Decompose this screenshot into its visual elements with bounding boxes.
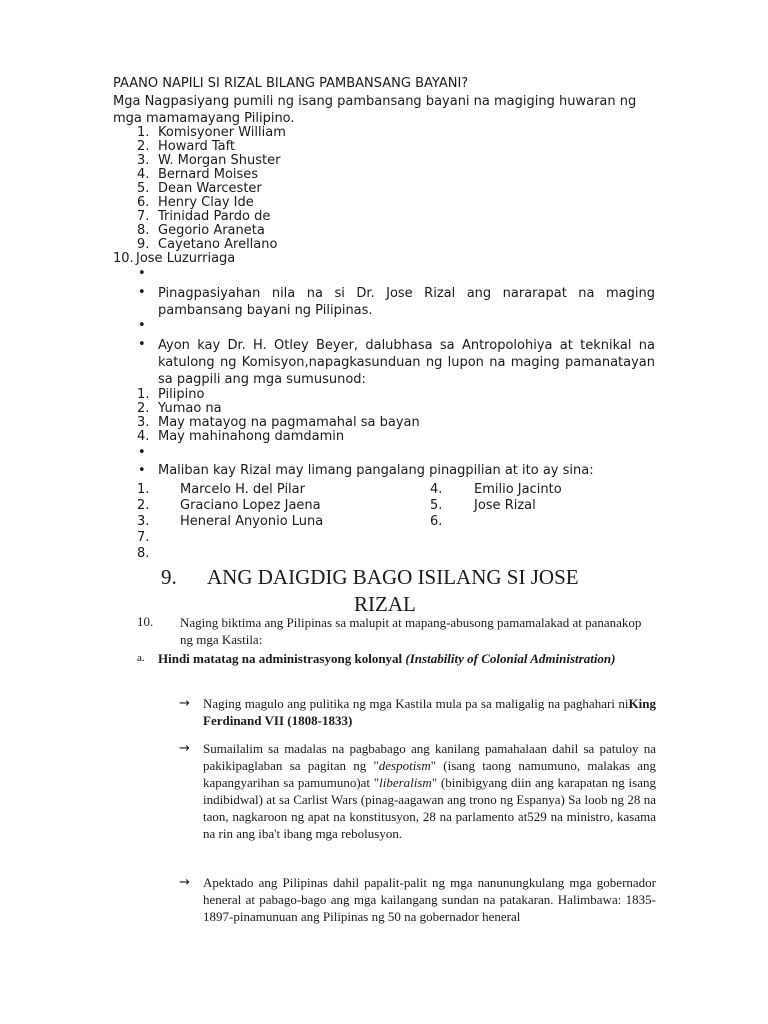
candidates-intro: Maliban kay Rizal may limang pangalang pinagpilian at ito ay sina: bbox=[158, 463, 594, 478]
sub-label: a. bbox=[137, 652, 145, 664]
item-number: 10. bbox=[137, 614, 154, 629]
bullet-marker: • bbox=[138, 463, 146, 478]
section-heading: ANG DAIGDIG BAGO ISILANG SI JOSE bbox=[207, 565, 579, 589]
decision-paragraph: Pinagpasiyahan nila na si Dr. Jose Rizal ang nararapat na maging pambansang bayani ng Pilipinas. bbox=[158, 286, 655, 318]
bullet-marker: • bbox=[138, 266, 146, 281]
beyer-paragraph: Ayon kay Dr. H. Otley Beyer, dalubhasa sa Antropolohiya at teknikal na katulong ng Komisyon,napagkasunduan ng lupon na maging pamanatayan sa pagpili ang mga sumusunod: bbox=[158, 338, 655, 387]
section-heading-cont: RIZAL bbox=[354, 592, 416, 616]
arrow-paragraph: Apektado ang Pilipinas dahil papalit-palit ng mga nanunungkulang mga gobernador heneral at pabago-bago ang mga kailangang sundan na patakaran. Halimbawa: 1835-1897-pinamunuan ang Pilipinas ng 50 na gobernador heneral bbox=[203, 875, 656, 924]
arrow-icon: → bbox=[179, 696, 190, 711]
bullet-marker: • bbox=[138, 285, 146, 300]
document-page: PAANO NAPILI SI RIZAL BILANG PAMBANSANG BAYANI? Mga Nagpasiyang pumili ng isang pambansang bayani na magiging huwaran ng mga mamamayang Pilipino. 1. Komisyoner William 2. Howard Taft 3. W. Morgan Shuster 4. Bernard Moises 5. Dean Warcester 6. Henry Clay Ide 7. Trinidad Pardo de 8. Gegorio Araneta 9. Cayetano Arellano 10. Jose Luzurriaga • • Pinagpasiyahan nila na si Dr. Jose Rizal ang nararapat na maging pambansang bayani ng Pilipinas. • • Ayon kay Dr. H. Otley Beyer, dalubhasa sa Antropolohiya at teknikal na katulong ng Komisyon,napagkasunduan ng lupon na maging pamanatayan sa pagpili ang mga sumusunod: 1. Pilipino 2. Yumao na 3. May matayog na pagmamahal sa bayan 4. May mahinahong damdamin • • Maliban kay Rizal may limang pangalang pinagpilian at ito ay sina: 1. Marcelo H. del Pilar 2. Graciano Lopez Jaena 3. Heneral Anyonio Luna 7. 8. 4. Emilio Jacinto 5. Jose Rizal 6. 9. ANG DAIGDIG BAGO ISILANG SI JOSE RIZAL 10. Naging biktima ang Pilipinas sa malupit at mapang-abusong pamamalakad at pananakop ng mga Kastila: a. Hindi matatag na administrasyong kolonyal (Instability of Colonial Administration) → Naging magulo ang pulitika ng mga Kastila mula pa sa maligalig na paghahari niKing Ferdinand VII (1808-1833) → Sumailalim sa madalas na pagbabago ang kanilang pamahalaan dahil sa patuloy na pakikipaglaban sa pagitan ng "despotism" (isang taong namumuno, malakas ang kapangyarihan sa pamumuno)at "liberalism" (binibigyang diin ang karapatan ng isang indibidwal) at sa Carlist Wars (pinag-aagawan ang trono ng Espanya) Sa loob ng 28 na taon, nagkaroon ng apat na konstitusyon, 28 na parlamento at529 na ministro, kasama na rin ang iba't ibang mga rebolusyon. → Apektado ang Pilipinas dahil papalit-palit ng mga nanunungkulang mga gobernador heneral at pabago-bago ang mga kailangang sundan na patakaran. Halimbawa: 1835-1897-pinamunuan ang Pilipinas ng 50 na gobernador heneral bbox=[113, 76, 656, 924]
arrow-paragraph: Naging magulo ang pulitika ng mga Kastila mula pa sa maligalig na paghahari niKing Ferdinand VII (1808-1833) bbox=[203, 696, 656, 728]
bullet-marker: • bbox=[138, 445, 146, 460]
sub-heading: Hindi matatag na administrasyong kolonyal (Instability of Colonial Administration) bbox=[158, 651, 616, 666]
arrow-icon: → bbox=[179, 875, 190, 890]
bullet-marker: • bbox=[138, 318, 146, 333]
intro-paragraph: Mga Nagpasiyang pumili ng isang pambansang bayani na magiging huwaran ng mga mamamayang Pilipino. bbox=[113, 94, 637, 126]
arrow-paragraph: Sumailalim sa madalas na pagbabago ang kanilang pamahalaan dahil sa patuloy na pakikipaglaban sa pagitan ng "despotism" (isang taong namumuno, malakas ang kapangyarihan sa pamumuno)at "liberalism" (binibigyang diin ang karapatan ng isang indibidwal) at sa Carlist Wars (pinag-aagawan ang trono ng Espanya) Sa loob ng 28 na taon, nagkaroon ng apat na konstitusyon, 28 na parlamento at529 na ministro, kasama na rin ang iba't ibang mga rebolusyon. bbox=[203, 741, 656, 841]
arrow-icon: → bbox=[179, 741, 190, 756]
bullet-marker: • bbox=[138, 337, 146, 352]
document-title: PAANO NAPILI SI RIZAL BILANG PAMBANSANG BAYANI? bbox=[113, 76, 469, 91]
item-paragraph: Naging biktima ang Pilipinas sa malupit at mapang-abusong pamamalakad at pananakop ng mga Kastila: bbox=[180, 615, 642, 647]
section-heading-number: 9. bbox=[161, 565, 177, 589]
